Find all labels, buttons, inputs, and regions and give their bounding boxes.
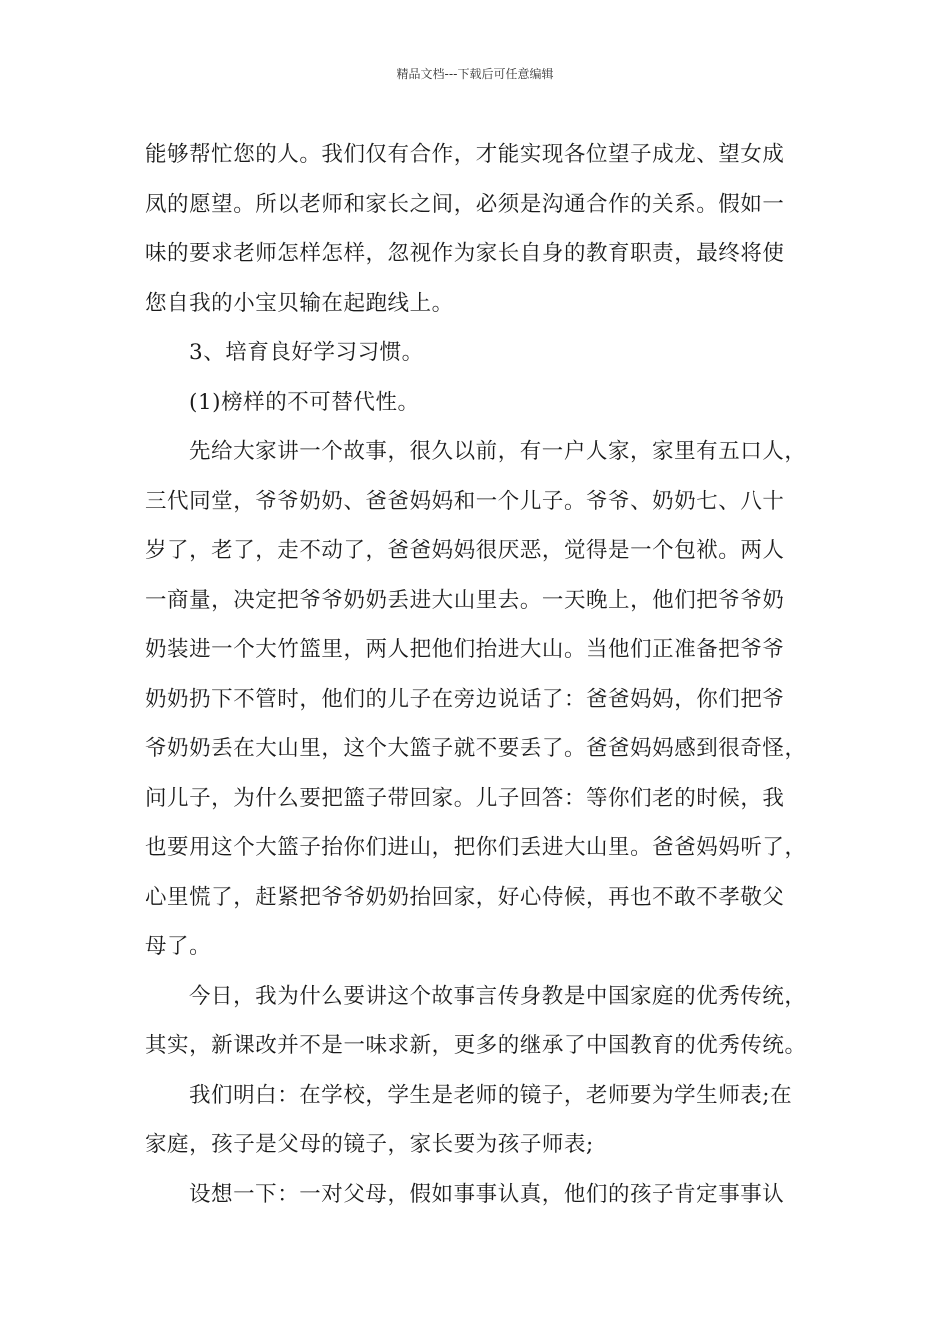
text-line: 家庭，孩子是父母的镜子，家长要为孩子师表; <box>145 1132 594 1157</box>
text-line: 爷奶奶丢在大山里，这个大篮子就不要丢了。爸爸妈妈感到很奇怪， <box>145 736 807 761</box>
text-line: 母了。 <box>145 934 212 959</box>
text-line: 您自我的小宝贝输在起跑线上。 <box>145 290 454 316</box>
text-line: 奶奶扔下不管时，他们的儿子在旁边说话了：爸爸妈妈，你们把爷 <box>145 686 785 712</box>
text-line: 今日，我为什么要讲这个故事言传身教是中国家庭的优秀传统， <box>189 983 807 1009</box>
text-line: 3、培育良好学习习惯。 <box>189 340 424 365</box>
text-line: 先给大家讲一个故事，很久以前，有一户人家，家里有五口人， <box>189 439 807 464</box>
text-line: 也要用这个大篮子抬你们进山，把你们丢进大山里。爸爸妈妈听了， <box>145 835 807 860</box>
text-line: (1)榜样的不可替代性。 <box>189 389 420 415</box>
text-line: 我们明白：在学校，学生是老师的镜子，老师要为学生师表;在 <box>189 1082 793 1108</box>
text-line: 能够帮忙您的人。我们仅有合作，才能实现各位望子成龙、望女成 <box>145 142 785 167</box>
document-body <box>145 130 825 1219</box>
text-line: 其实，新课改并不是一味求新，更多的继承了中国教育的优秀传统。 <box>145 1033 807 1058</box>
text-line: 三代同堂，爷爷奶奶、爸爸妈妈和一个儿子。爷爷、奶奶七、八十 <box>145 488 785 514</box>
text-line: 凤的愿望。所以老师和家长之间，必须是沟通合作的关系。假如一 <box>145 191 785 217</box>
text-line: 设想一下：一对父母，假如事事认真，他们的孩子肯定事事认 <box>189 1181 785 1207</box>
text-line: 问儿子，为什么要把篮子带回家。儿子回答：等你们老的时候，我 <box>145 785 785 811</box>
text-line: 奶装进一个大竹篮里，两人把他们抬进大山。当他们正准备把爷爷 <box>145 637 785 662</box>
page-header: 精品文档---下载后可任意编辑 <box>396 67 554 81</box>
text-line: 岁了，老了，走不动了，爸爸妈妈很厌恶，觉得是一个包袱。两人 <box>145 538 785 563</box>
text-line: 心里慌了，赶紧把爷爷奶奶抬回家，好心侍候，再也不敢不孝敬父 <box>145 884 785 910</box>
text-line: 一商量，决定把爷爷奶奶丢进大山里去。一天晚上，他们把爷爷奶 <box>145 587 785 613</box>
text-line: 味的要求老师怎样怎样，忽视作为家长自身的教育职责，最终将使 <box>145 241 785 266</box>
